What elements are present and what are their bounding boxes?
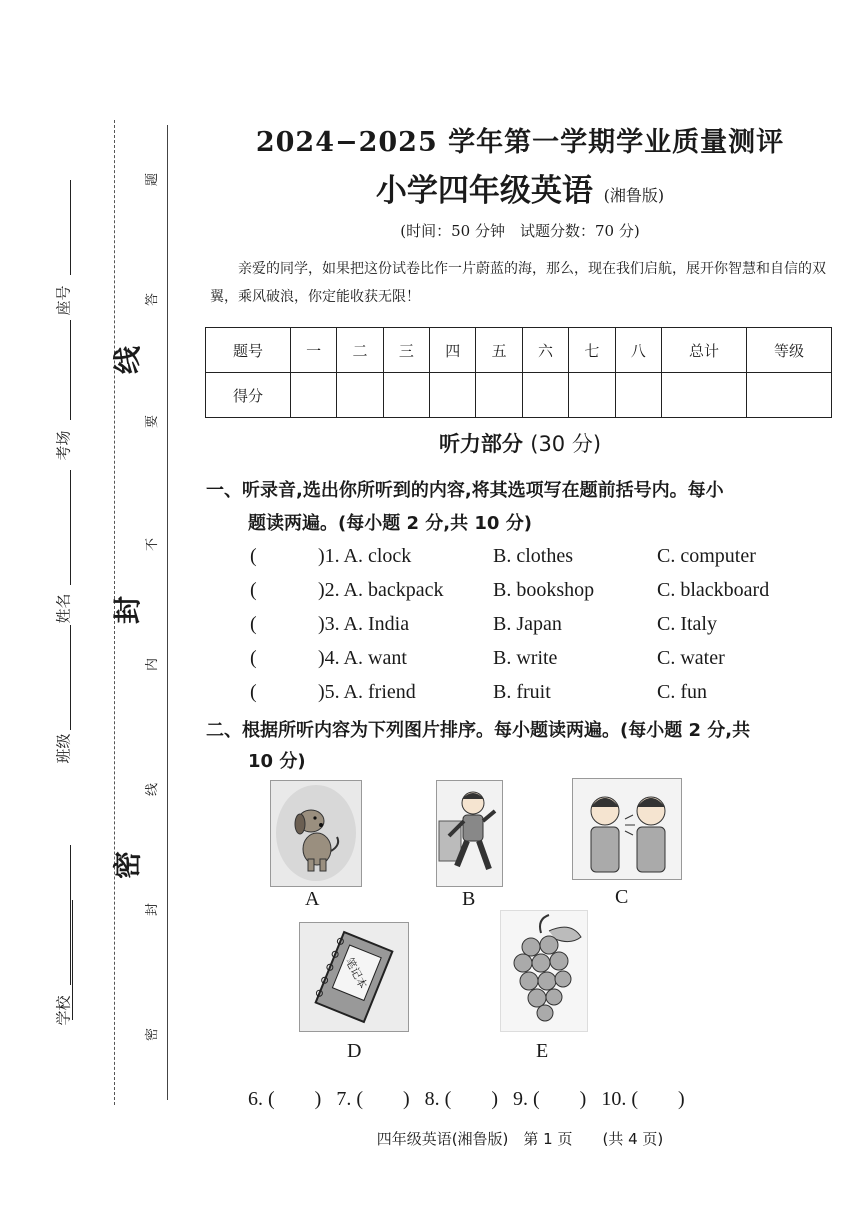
- score-cell[interactable]: [430, 373, 476, 418]
- exam-title: 2024−2025 学年第一学期学业质量测评: [255, 127, 785, 158]
- score-header-cell: 总计: [661, 328, 746, 373]
- score-cell[interactable]: [746, 373, 831, 418]
- score-header-cell: 六: [522, 328, 568, 373]
- q2-option-a[interactable]: )2. A. backpack: [318, 579, 444, 601]
- score-header-cell: 四: [430, 328, 476, 373]
- score-cell[interactable]: [615, 373, 661, 418]
- picture-a-dog: [270, 780, 362, 887]
- listening-section-title: [200, 428, 840, 458]
- q3-paren: (: [250, 613, 257, 635]
- seat-underline: [70, 180, 71, 275]
- q1-option-b[interactable]: B. clothes: [493, 545, 573, 567]
- score-header-cell: 七: [569, 328, 615, 373]
- q1-option-a[interactable]: )1. A. clock: [318, 545, 412, 567]
- page-footer: 四年级英语(湘鲁版) 第 1 页 (共 4 页): [376, 1130, 664, 1148]
- score-cell[interactable]: [290, 373, 336, 418]
- score-cell[interactable]: [337, 373, 383, 418]
- binding-dashed-line-inner: [167, 125, 168, 1100]
- score-header-cell: 三: [383, 328, 429, 373]
- seal-char-mi: 密: [111, 850, 145, 880]
- score-cell[interactable]: [476, 373, 522, 418]
- answer-blank-8[interactable]: 8. ( ): [424, 1088, 498, 1110]
- answer-blank-9[interactable]: 9. ( ): [512, 1088, 587, 1110]
- q4-paren: (: [250, 647, 257, 669]
- score-header-cell: 题号: [206, 328, 291, 373]
- room-underline: [70, 320, 71, 420]
- listening-title: 听力部分: [438, 432, 523, 456]
- class-underline: [70, 625, 71, 730]
- picture-c-label: C: [615, 886, 629, 908]
- notebook-cover-text: 笔记本: [342, 955, 370, 991]
- margin-label-name: 姓名: [54, 593, 73, 624]
- margin-label-seat: 座号: [54, 285, 73, 316]
- running-boy-icon: [437, 781, 502, 886]
- score-cell[interactable]: [661, 373, 746, 418]
- dog-icon: [271, 781, 361, 886]
- q2-option-b[interactable]: B. bookshop: [493, 579, 595, 601]
- part2-instruction-line1: 二、根据所听内容为下列图片排序。每小题读两遍。(每小题 2 分,共: [206, 720, 751, 741]
- edition-label: (湘鲁版): [603, 186, 665, 205]
- warning-char-7: 答: [145, 292, 161, 307]
- score-cell[interactable]: [522, 373, 568, 418]
- grapes-icon: [501, 911, 587, 1031]
- q3-option-a[interactable]: )3. A. India: [318, 613, 410, 635]
- q5-paren: (: [250, 681, 257, 703]
- score-header-cell: 八: [615, 328, 661, 373]
- part2-instruction-line2: 10 分): [248, 751, 306, 772]
- part1-instruction-line2: 题读两遍。(每小题 2 分,共 10 分): [248, 513, 532, 534]
- warning-char-2: 封: [145, 902, 161, 917]
- margin-label-class: 班级: [54, 733, 73, 764]
- q4-option-c[interactable]: C. water: [657, 647, 725, 669]
- score-header-cell: 等级: [746, 328, 831, 373]
- picture-e-grapes: [500, 910, 588, 1032]
- q2-paren: (: [250, 579, 257, 601]
- q5-option-b[interactable]: B. fruit: [493, 681, 551, 703]
- margin-label-school: 学校: [54, 995, 73, 1026]
- subject-title: 小学四年级英语: [375, 173, 593, 209]
- answer-blank-7[interactable]: 7. ( ): [336, 1088, 410, 1110]
- score-cell[interactable]: [569, 373, 615, 418]
- picture-c-two-boys: [572, 778, 682, 880]
- exam-subtitle: [200, 165, 840, 210]
- school-underline: [70, 845, 71, 985]
- warning-char-6: 要: [145, 414, 161, 429]
- margin-label-room: 考场: [54, 430, 73, 461]
- name-underline: [70, 470, 71, 585]
- picture-a-label: A: [305, 888, 320, 910]
- score-cell[interactable]: [383, 373, 429, 418]
- score-row-label: 得分: [206, 373, 291, 418]
- picture-b-label: B: [462, 888, 476, 910]
- part1-instruction-line1: 一、听录音,选出你所听到的内容,将其选项写在题前括号内。每小: [206, 480, 724, 501]
- score-table-score-row: [206, 373, 832, 418]
- seal-char-feng: 封: [111, 595, 145, 625]
- score-table: [205, 327, 832, 418]
- q1-option-c[interactable]: C. computer: [657, 545, 756, 567]
- score-header-cell: 二: [337, 328, 383, 373]
- picture-b-boy-running: [436, 780, 503, 887]
- score-header-cell: 一: [290, 328, 336, 373]
- q5-option-c[interactable]: C. fun: [657, 681, 707, 703]
- q2-option-c[interactable]: C. blackboard: [657, 579, 770, 601]
- q4-option-a[interactable]: )4. A. want: [318, 647, 407, 669]
- q1-paren: (: [250, 545, 257, 567]
- two-boys-icon: [573, 779, 681, 879]
- warning-char-3: 线: [145, 782, 161, 797]
- listening-points: (30 分): [530, 432, 602, 456]
- seal-char-xian: 线: [111, 345, 145, 375]
- answer-blank-10[interactable]: 10. ( ): [601, 1088, 685, 1110]
- warning-char-4: 内: [145, 657, 161, 672]
- picture-d-label: D: [347, 1040, 362, 1062]
- warning-char-5: 不: [145, 537, 161, 552]
- score-table-header-row: [206, 328, 832, 373]
- time-info: (时间：50 分钟 试题分数：70 分): [400, 222, 640, 240]
- warning-char-8: 题: [145, 172, 161, 187]
- q5-option-a[interactable]: )5. A. friend: [318, 681, 416, 703]
- picture-d-notebook: [299, 922, 409, 1032]
- answer-blank-6[interactable]: 6. ( ): [248, 1088, 322, 1110]
- warning-char-1: 密: [145, 1027, 161, 1042]
- answer-blanks: [248, 1082, 695, 1111]
- picture-e-label: E: [536, 1040, 549, 1062]
- q4-option-b[interactable]: B. write: [493, 647, 558, 669]
- q3-option-c[interactable]: C. Italy: [657, 613, 717, 635]
- score-header-cell: 五: [476, 328, 522, 373]
- q3-option-b[interactable]: B. Japan: [493, 613, 562, 635]
- intro-paragraph: 亲爱的同学，如果把这份试卷比作一片蔚蓝的海，那么，现在我们启航，展开你智慧和自信的双翼，乘风破浪，你定能收获无限！: [210, 261, 826, 305]
